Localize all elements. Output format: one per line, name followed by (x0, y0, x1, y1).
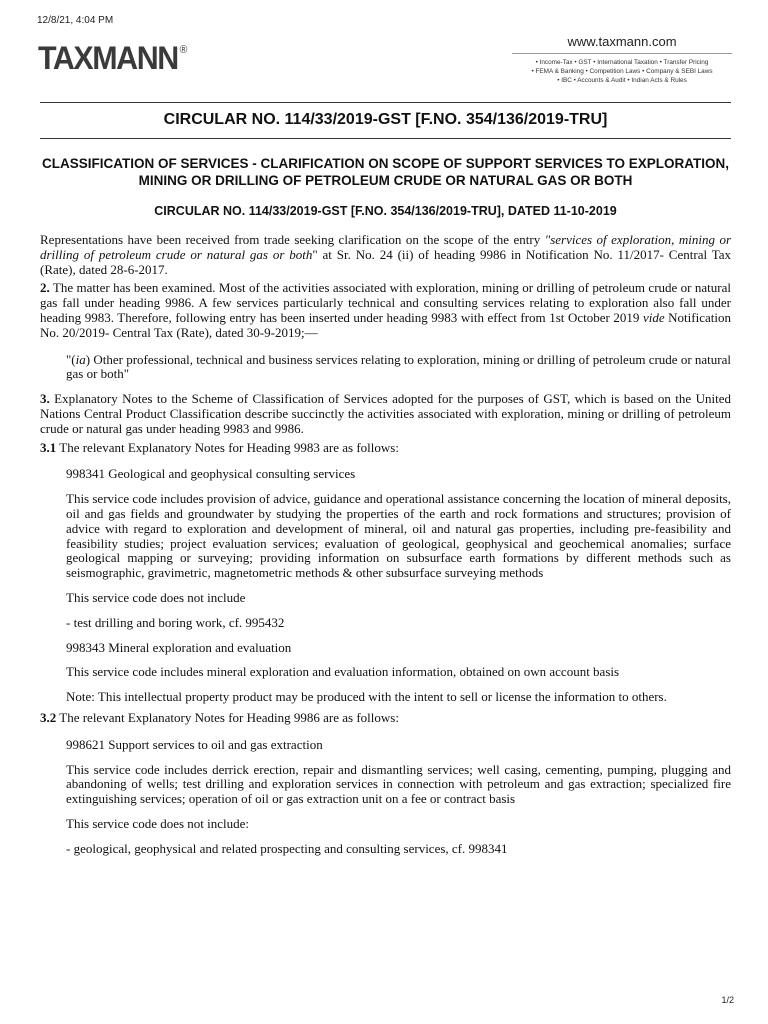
site-info (512, 34, 732, 85)
top-divider (40, 102, 731, 103)
para3-number: 3. (40, 391, 50, 407)
logo-text: TAXMANN (38, 40, 178, 76)
quote-open: "( (66, 351, 76, 367)
quote-text: ) Other professional, technical and business services relating to exploration, mining or drilling of petroleum crude or natural gas or both" (66, 351, 731, 382)
note-excl-998621: This service code does not include: (66, 815, 250, 831)
registered-mark: ® (179, 44, 188, 57)
paragraph-3-2 (40, 711, 731, 726)
para32-text: The relevant Explanatory Notes for Heading 9986 are as follows: (56, 709, 399, 725)
para1-entry: "services of exploration, mining or drilling of petroleum crude or natural gas or both (40, 232, 732, 262)
note-code-998341: 998341 Geological and geophysical consulting services (66, 466, 356, 482)
title-divider (40, 138, 731, 139)
para31-number: 3.1 (40, 439, 57, 455)
services-line: • FEMA & Banking • Competition Laws • Company & SEBI Laws (531, 68, 713, 75)
print-timestamp: 12/8/21, 4:04 PM (37, 15, 114, 26)
para2-text: The matter has been examined. Most of the activities associated with exploration, mining or drilling of petroleum crude or natural gas fall under heading 9986. A few services particularly technical and consulting services relating to exploration also fall under heading 9983. Therefore, following entry has been inserted under heading 9983 with effect from 1st October 2019 (40, 280, 731, 325)
para2-vide: vide (642, 309, 665, 325)
taxmann-logo (38, 40, 187, 77)
services-line: • Income-Tax • GST • International Taxation • Transfer Pricing (535, 59, 709, 66)
para2-number: 2. (40, 280, 50, 296)
circular-title: CIRCULAR NO. 114/33/2019-GST [F.NO. 354/136/2019-TRU] (163, 111, 608, 128)
para1-lead: Representations have been received from trade seeking clarification on the scope of the entry (40, 232, 545, 247)
services-list (512, 58, 732, 85)
website-url: www.taxmann.com (512, 34, 732, 54)
paragraph-1 (40, 233, 731, 277)
circular-body (40, 233, 731, 867)
note-998343-remark: Note: This intellectual property product may be produced with the intent to sell or license the information to others. (66, 689, 667, 705)
quote-ia: ia (75, 351, 86, 367)
note-excl-item-998621: - geological, geophysical and related prospecting and consulting services, cf. 998341 (66, 840, 508, 856)
para2-tail: Notification No. 20/2019- Central Tax (Rate), dated 30-9-2019;— (40, 309, 731, 340)
paragraph-3 (40, 392, 731, 436)
note-code-998621: 998621 Support services to oil and gas extraction (66, 736, 323, 752)
note-desc-998621: This service code includes derrick erection, repair and dismantling services; well casing, cementing, pumping, plugging and abandoning of wells; test drilling and exploration services in connection with petroleum and gas extraction; specialized fire extinguishing services; operation of oil or gas extraction unit on a fee or contract basis (66, 761, 731, 807)
note-code-998343: 998343 Mineral exploration and evaluation (66, 639, 292, 655)
inserted-entry-quote (66, 353, 731, 383)
services-line: • IBC • Accounts & Audit • Indian Acts & Rules (557, 77, 687, 84)
para31-text: The relevant Explanatory Notes for Heading 9983 are as follows: (56, 439, 399, 455)
circular-dated-line: CIRCULAR NO. 114/33/2019-GST [F.NO. 354/136/2019-TRU], DATED 11-10-2019 (154, 204, 617, 218)
note-desc-998341: This service code includes provision of advice, guidance and operational assistance concerning the location of mineral deposits, oil and gas fields and groundwater by studying the properties of the earth and rock formations and structures; provision of advice with regard to exploration and development of mineral, oil and natural gas properties, including pre-feasibility and feasibility studies; project evaluation services; evaluation of geological, geophysical and geochemical anomalies; surface geological mapping or surveying; providing information on subsurface earth formations by different methods such as seismographic, gravimetric, magnetometric methods & other subsurface surveying methods (66, 491, 731, 581)
note-desc-998343: This service code includes mineral exploration and evaluation information, obtained on own account basis (66, 664, 620, 680)
para32-number: 3.2 (40, 709, 57, 725)
paragraph-2 (40, 281, 731, 340)
circular-subject: CLASSIFICATION OF SERVICES - CLARIFICATION ON SCOPE OF SUPPORT SERVICES TO EXPLORATION, MINING OR DRILLING OF PETROLEUM CRUDE OR NATURAL GAS OR BOTH (41, 156, 730, 188)
para3-text: Explanatory Notes to the Scheme of Classification of Services adopted for the purposes of GST, which is based on the United Nations Central Product Classification describe succinctly the activities associated with exploration, mining or drilling of petroleum crude or natural gas under heading 9983 and 9986. (40, 391, 731, 436)
page-number: 1/2 (721, 995, 734, 1005)
paragraph-3-1 (40, 441, 731, 456)
note-excl-item-998341: - test drilling and boring work, cf. 995432 (66, 614, 285, 630)
para1-tail: " at Sr. No. 24 (ii) of heading 9986 in Notification No. 11/2017- Central Tax (Rate), dated 28-6-2017. (40, 246, 731, 277)
note-excl-998341: This service code does not include (66, 589, 246, 605)
